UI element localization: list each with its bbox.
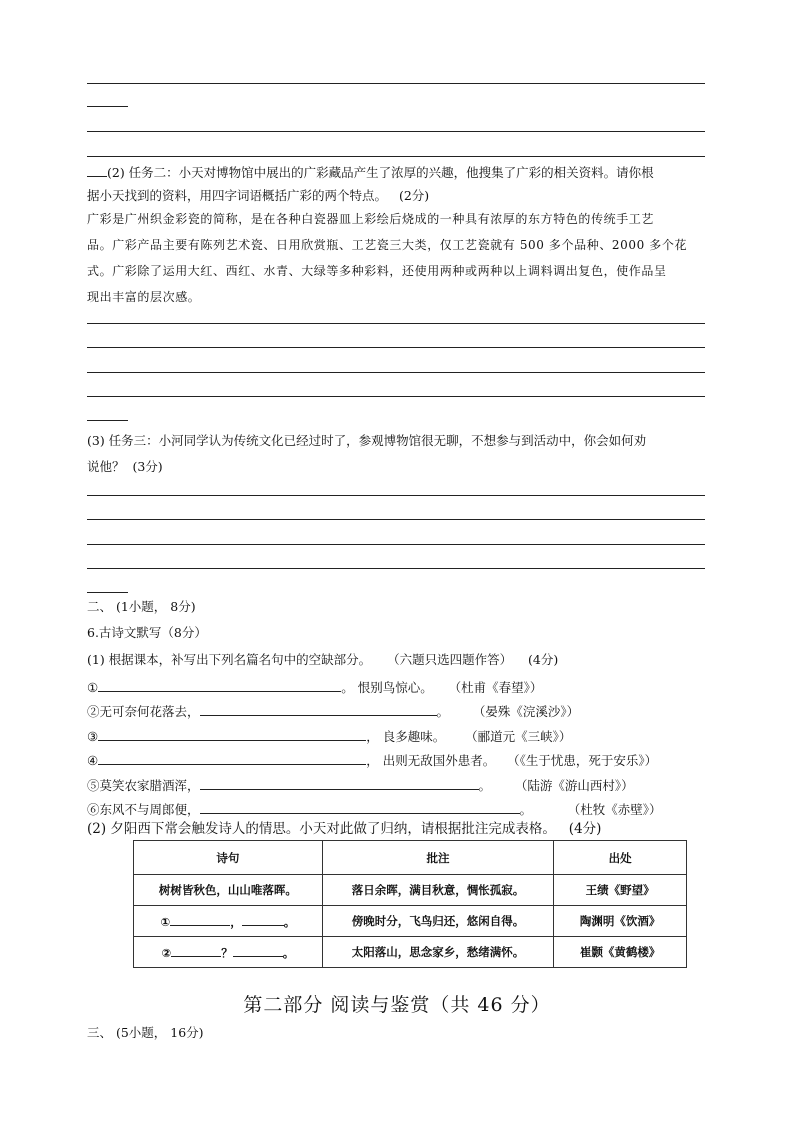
table-header: 诗句 xyxy=(134,841,323,875)
material-line: 品。广彩产品主要有陈列艺术瓷、日用欣赏瓶、工艺瓷三大类，仅工艺瓷就有 500 多个品种、2000 多个花 xyxy=(87,238,688,252)
material-line: 广彩是广州织金彩瓷的简称，是在各种白瓷器皿上彩绘后烧成的一种具有浓厚的东方特色的传统手工艺 xyxy=(87,212,655,226)
table-row xyxy=(134,937,687,968)
table-row xyxy=(134,875,687,906)
recite-item-1: ① 。 恨别鸟惊心。 （杜甫《春望》） xyxy=(87,680,543,695)
q6-title: 6.古诗文默写（8分） xyxy=(87,625,207,640)
table-cell-verse: ① ， 。 xyxy=(134,906,323,937)
task2-prompt: (2) 任务二：小天对博物馆中展出的广彩藏品产生了浓厚的兴趣，他搜集了广彩的相关资料。请你根 xyxy=(87,164,654,182)
answer-line-end[interactable] xyxy=(87,420,128,421)
table-cell-note: 傍晚时分，飞鸟归还，悠闲自得。 xyxy=(322,906,554,937)
answer-line-end[interactable] xyxy=(87,106,128,107)
answer-line[interactable] xyxy=(87,372,705,373)
recite-blank[interactable] xyxy=(200,776,479,790)
answer-line-end[interactable] xyxy=(87,592,128,593)
answer-line[interactable] xyxy=(87,83,705,84)
recite-item-6: ⑥东风不与周郎便， 。 （杜牧《赤壁》） xyxy=(87,802,662,817)
table-cell-verse: ② ？ 。 xyxy=(134,937,323,968)
table-header: 出处 xyxy=(554,841,687,875)
verse-blank[interactable] xyxy=(170,912,230,926)
q6-sub2-score: (4分) xyxy=(568,821,602,837)
task3-prompt: (3) 任务三：小河同学认为传统文化已经过时了，参观博物馆很无聊，不想参与到活动中，你会如何劝 xyxy=(87,433,647,448)
recite-item-4: ④ ， 出则无敌国外患者。 （《生于忧患，死于安乐》） xyxy=(87,753,658,768)
answer-line[interactable] xyxy=(87,396,705,397)
table-cell-verse: 树树皆秋色，山山唯落晖。 xyxy=(134,875,323,906)
verse-blank[interactable] xyxy=(233,943,283,957)
table-cell-note: 太阳落山，思念家乡，愁绪满怀。 xyxy=(322,937,554,968)
recite-item-3: ③ ， 良多趣味。 （郦道元《三峡》） xyxy=(87,729,572,744)
q6-sub1-score: (4分) xyxy=(528,652,559,667)
task2-prompt-line2: 据小天找到的资料，用四字词语概括广彩的两个特点。 (2分) xyxy=(87,188,430,203)
verse-blank[interactable] xyxy=(242,912,284,926)
q6-sub1-note: （六题只选四题作答） xyxy=(387,652,513,667)
recite-blank[interactable] xyxy=(98,727,366,741)
recite-item-5: ⑤莫笑农家腊酒浑， 。 （陆游《游山西村》） xyxy=(87,778,634,793)
task3-score: (3分) xyxy=(132,459,163,474)
answer-line[interactable] xyxy=(87,568,705,569)
table-header: 批注 xyxy=(322,841,554,875)
table-cell-source: 崔颢《黄鹤楼》 xyxy=(554,937,687,968)
task2-score: (2分) xyxy=(398,188,430,203)
table-cell-note: 落日余晖，满目秋意，惆怅孤寂。 xyxy=(322,875,554,906)
answer-line[interactable] xyxy=(87,519,705,520)
answer-line[interactable] xyxy=(87,323,705,324)
answer-line[interactable] xyxy=(87,495,705,496)
table-cell-source: 王绩《野望》 xyxy=(554,875,687,906)
recite-blank[interactable] xyxy=(200,702,437,716)
section3-heading: 三、 (5小题， 16分) xyxy=(87,1025,204,1040)
answer-line[interactable] xyxy=(87,347,705,348)
recite-item-2: ②无可奈何花落去， 。 （晏殊《浣溪沙》） xyxy=(87,704,580,719)
verse-blank[interactable] xyxy=(171,943,221,957)
part2-title: 第二部分 阅读与鉴赏（共 46 分） xyxy=(243,994,551,1016)
table-header-row xyxy=(134,841,687,875)
recite-blank[interactable] xyxy=(98,751,366,765)
guangcai-material xyxy=(87,206,707,310)
recite-blank[interactable] xyxy=(98,678,341,692)
recite-blank[interactable] xyxy=(200,800,520,814)
q6-sub2: (2) 夕阳西下常会触发诗人的情思。小天对此做了归纳，请根据批注完成表格。 (4分) xyxy=(87,821,602,837)
material-line: 现出丰富的层次感。 xyxy=(87,290,201,304)
answer-line[interactable] xyxy=(87,131,705,132)
table-row xyxy=(134,906,687,937)
answer-line[interactable] xyxy=(87,544,705,545)
sunset-poem-table xyxy=(133,840,687,968)
material-line: 式。广彩除了运用大红、西红、水青、大绿等多种彩料，还使用两种或两种以上调料调出复色，使作品呈 xyxy=(87,264,667,278)
answer-line[interactable] xyxy=(87,156,705,157)
task3-prompt-line2: 说他？ (3分) xyxy=(87,459,163,474)
table-cell-source: 陶渊明《饮酒》 xyxy=(554,906,687,937)
q6-sub1: (1) 根据课本，补写出下列名篇名句中的空缺部分。 （六题只选四题作答） (4分) xyxy=(87,652,559,667)
section2-heading: 二、 (1小题， 8分) xyxy=(87,599,196,614)
